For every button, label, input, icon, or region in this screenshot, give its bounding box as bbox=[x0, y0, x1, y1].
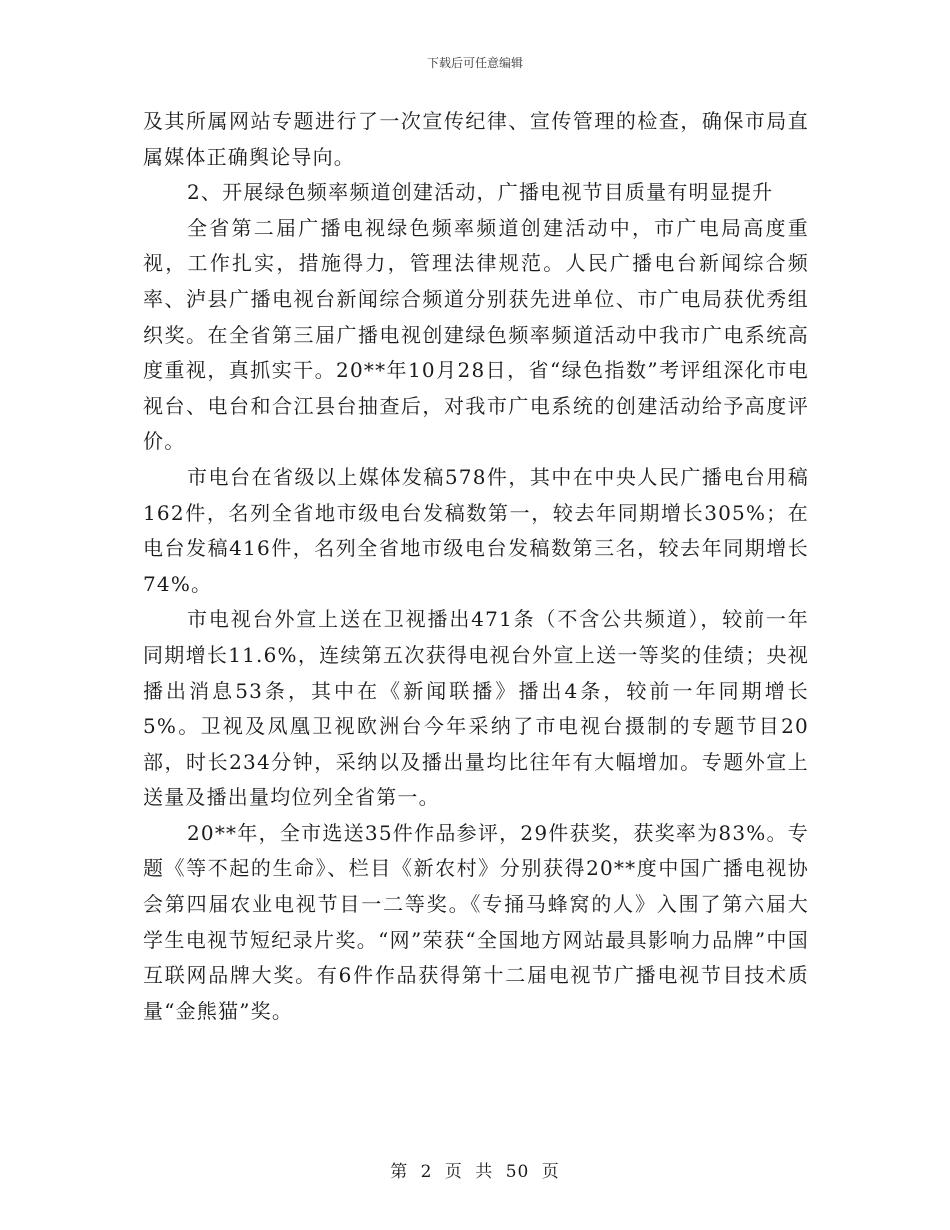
paragraph: 及其所属网站专题进行了一次宣传纪律、宣传管理的检查，确保市局直属媒体正确舆论导向。 bbox=[143, 109, 809, 169]
header-note: 下载后可任意编辑 bbox=[426, 56, 523, 70]
page-header bbox=[0, 54, 950, 71]
paragraph: 全省第二届广播电视绿色频率频道创建活动中，市广电局高度重视，工作扎实，措施得力，管理法律规范。人民广播电台新闻综合频率、泸县广播电视台新闻综合频道分别获先进单位、市广电局获优秀组织奖。在全省第三届广播电视创建绿色频率频道活动中我市广电系统高度重视，真抓实干。20**年10月28日，省“绿色指数”考评组深化市电视台、电台和合江县台抽查后，对我市广电系统的创建活动给予高度评价。 bbox=[143, 215, 809, 454]
total-pages-number: 50 bbox=[505, 1162, 530, 1182]
current-page-number: 2 bbox=[420, 1162, 433, 1182]
paragraph: 市电视台外宣上送在卫视播出471条（不含公共频道），较前一年同期增长11.6%，连续第五次获得电视台外宣上送一等奖的佳绩；央视播出消息53条，其中在《新闻联播》播出4条，较前一年同期增长5%。卫视及凤凰卫视欧洲台今年采纳了市电视台摄制的专题节目20部，时长234分钟，采纳以及播出量均比往年有大幅增加。专题外宣上送量及播出量均位列全省第一。 bbox=[143, 607, 809, 810]
footer-suffix: 页 bbox=[541, 1162, 560, 1182]
paragraph: 20**年，全市选送35件作品参评，29件获奖，获奖率为83%。专题《等不起的生命》、栏目《新农村》分别获得20**度中国广播电视协会第四届农业电视节目一二等奖。《专捅马蜂窝的人》入围了第六届大学生电视节短纪录片奖。“网”荣获“全国地方网站最具影响力品牌”中国互联网品牌大奖。有6件作品获得第十二届电视节广播电视节目技术质量“金熊猫”奖。 bbox=[143, 820, 809, 1023]
section-heading: 2、开展绿色频率频道创建活动，广播电视节目质量有明显提升 bbox=[187, 180, 774, 205]
page-footer bbox=[0, 1157, 950, 1182]
paragraph: 市电台在省级以上媒体发稿578件，其中在中央人民广播电台用稿162件，名列全省地市级电台发稿数第一，较去年同期增长305%；在电台发稿416件，名列全省地市级电台发稿数第三名，较去年同期增长74%。 bbox=[143, 464, 809, 596]
footer-page-word: 页 bbox=[444, 1162, 463, 1182]
footer-prefix: 第 bbox=[390, 1162, 409, 1182]
footer-total-word: 共 bbox=[475, 1162, 494, 1182]
document-body bbox=[143, 104, 809, 1029]
